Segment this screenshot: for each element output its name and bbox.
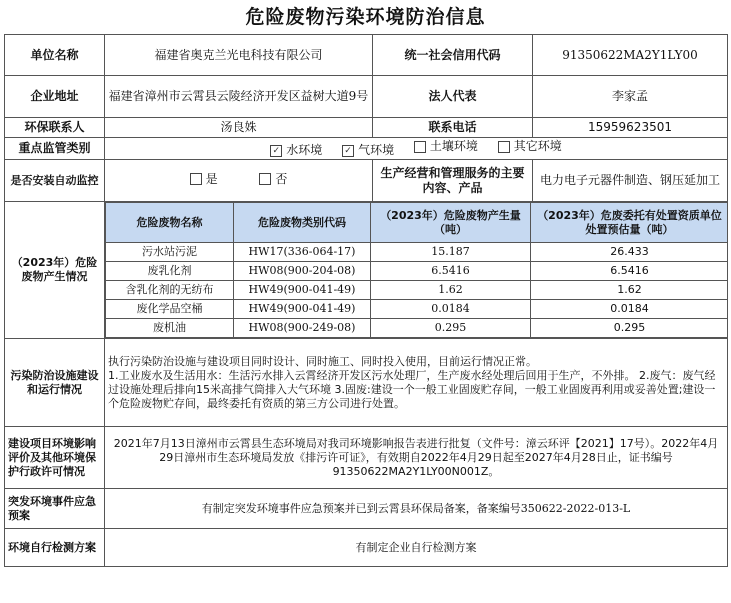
address-value: 福建省漳州市云霄县云陵经济开发区益树大道9号 [105, 76, 373, 118]
waste-code: HW49(900-041-49) [234, 300, 371, 319]
label-address: 企业地址 [5, 76, 105, 118]
waste-name: 废化学品空桶 [106, 300, 234, 319]
option-air[interactable]: ✓ 气环境 [342, 143, 394, 158]
emergency-plan-text: 有制定突发环境事件应急预案并已到云霄县环保局备案，备案编号350622-2022-013-L [105, 489, 728, 529]
waste-produced: 1.62 [371, 281, 531, 300]
table-row [106, 281, 728, 300]
option-no[interactable]: 否 [259, 172, 287, 187]
unit-name-value: 福建省奥克兰光电科技有限公司 [105, 35, 373, 76]
checkbox-air[interactable] [342, 145, 354, 157]
credit-code-value: 91350622MA2Y1LY00 [533, 35, 728, 76]
checkbox-water[interactable] [270, 145, 282, 157]
waste-cell [105, 202, 728, 339]
label-monitoring-plan: 环境自行检测方案 [5, 529, 105, 567]
legal-rep-value: 李家孟 [533, 76, 728, 118]
waste-produced: 0.0184 [371, 300, 531, 319]
checkbox-yes[interactable] [190, 173, 202, 185]
waste-code: HW08(900-249-08) [234, 319, 371, 338]
waste-disposed: 1.62 [531, 281, 728, 300]
waste-disposed: 0.295 [531, 319, 728, 338]
page-title: 危险废物污染环境防治信息 [245, 6, 486, 28]
auto-monitor-options [105, 160, 373, 202]
waste-header-disposed: （2023年）危废委托有处置资质单位处置预估量（吨） [531, 203, 728, 243]
checkbox-no[interactable] [259, 173, 271, 185]
waste-produced: 15.187 [371, 243, 531, 262]
supervision-options [105, 138, 728, 160]
contact-value: 汤良姝 [105, 118, 373, 138]
waste-code: HW08(900-204-08) [234, 262, 371, 281]
label-unit-name: 单位名称 [5, 35, 105, 76]
business-value: 电力电子元器件制造、钢压延加工 [533, 160, 728, 202]
label-pollution-facilities: 污染防治设施建设和运行情况 [5, 339, 105, 427]
waste-name: 废机油 [106, 319, 234, 338]
phone-value: 15959623501 [533, 118, 728, 138]
table-row [106, 300, 728, 319]
waste-disposed: 26.433 [531, 243, 728, 262]
table-row [106, 243, 728, 262]
waste-name: 废乳化剂 [106, 262, 234, 281]
label-business: 生产经营和管理服务的主要内容、产品 [373, 160, 533, 202]
waste-disposed: 6.5416 [531, 262, 728, 281]
checkbox-soil[interactable] [414, 141, 426, 153]
label-contact: 环保联系人 [5, 118, 105, 138]
waste-produced: 0.295 [371, 319, 531, 338]
option-yes[interactable]: 是 [190, 172, 218, 187]
label-emergency-plan: 突发环境事件应急预案 [5, 489, 105, 529]
waste-disposed: 0.0184 [531, 300, 728, 319]
info-table [4, 34, 728, 567]
label-eia: 建设项目环境影响评价及其他环境保护行政许可情况 [5, 427, 105, 489]
waste-header-produced: （2023年）危险废物产生量（吨） [371, 203, 531, 243]
label-waste-section: （2023年）危险废物产生情况 [5, 202, 105, 339]
table-row [106, 262, 728, 281]
check-icon: ✓ [344, 145, 352, 156]
pollution-facilities-text: 执行污染防治设施与建设项目同时设计、同时施工、同时投入使用，目前运行情况正常。 1.工业废水及生活用水：生活污水排入云霄经济开发区污水处理厂，生产废水经处理后回用于生产，不外排。 2.废气：废气经过设施处理后排向15米高排气筒排入大气环境 3.固废:建设一个一般工业固废贮存间，一般工业固废再利用或妥善处置;建设一个危险废物贮存间，最终委托有资质的第三方公司进行处置。 [105, 339, 728, 427]
waste-name: 污水站污泥 [106, 243, 234, 262]
waste-code: HW49(900-041-49) [234, 281, 371, 300]
check-icon: ✓ [272, 145, 280, 156]
label-supervision: 重点监管类别 [5, 138, 105, 160]
waste-name: 含乳化剂的无纺布 [106, 281, 234, 300]
waste-code: HW17(336-064-17) [234, 243, 371, 262]
table-row [106, 319, 728, 338]
label-phone: 联系电话 [373, 118, 533, 138]
label-legal-rep: 法人代表 [373, 76, 533, 118]
waste-produced: 6.5416 [371, 262, 531, 281]
waste-table [105, 202, 728, 338]
option-water[interactable]: ✓ 水环境 [270, 143, 322, 158]
option-other[interactable]: 其它环境 [498, 139, 562, 154]
waste-header-name: 危险废物名称 [106, 203, 234, 243]
waste-header-code: 危险废物类别代码 [234, 203, 371, 243]
label-credit-code: 统一社会信用代码 [373, 35, 533, 76]
eia-text: 2021年7月13日漳州市云霄县生态环境局对我司环境影响报告表进行批复（文件号：漳云环评【2021】17号）。2022年4月29日漳州市生态环境局发放《排污许可证》，有效期自2022年4月29日起至2027年4月28日止，证书编号91350622MA2Y1LY00N001Z。 [105, 427, 728, 489]
monitoring-plan-text: 有制定企业自行检测方案 [105, 529, 728, 567]
label-auto-monitor: 是否安装自动监控 [5, 160, 105, 202]
option-soil[interactable]: 土壤环境 [414, 139, 478, 154]
checkbox-other[interactable] [498, 141, 510, 153]
